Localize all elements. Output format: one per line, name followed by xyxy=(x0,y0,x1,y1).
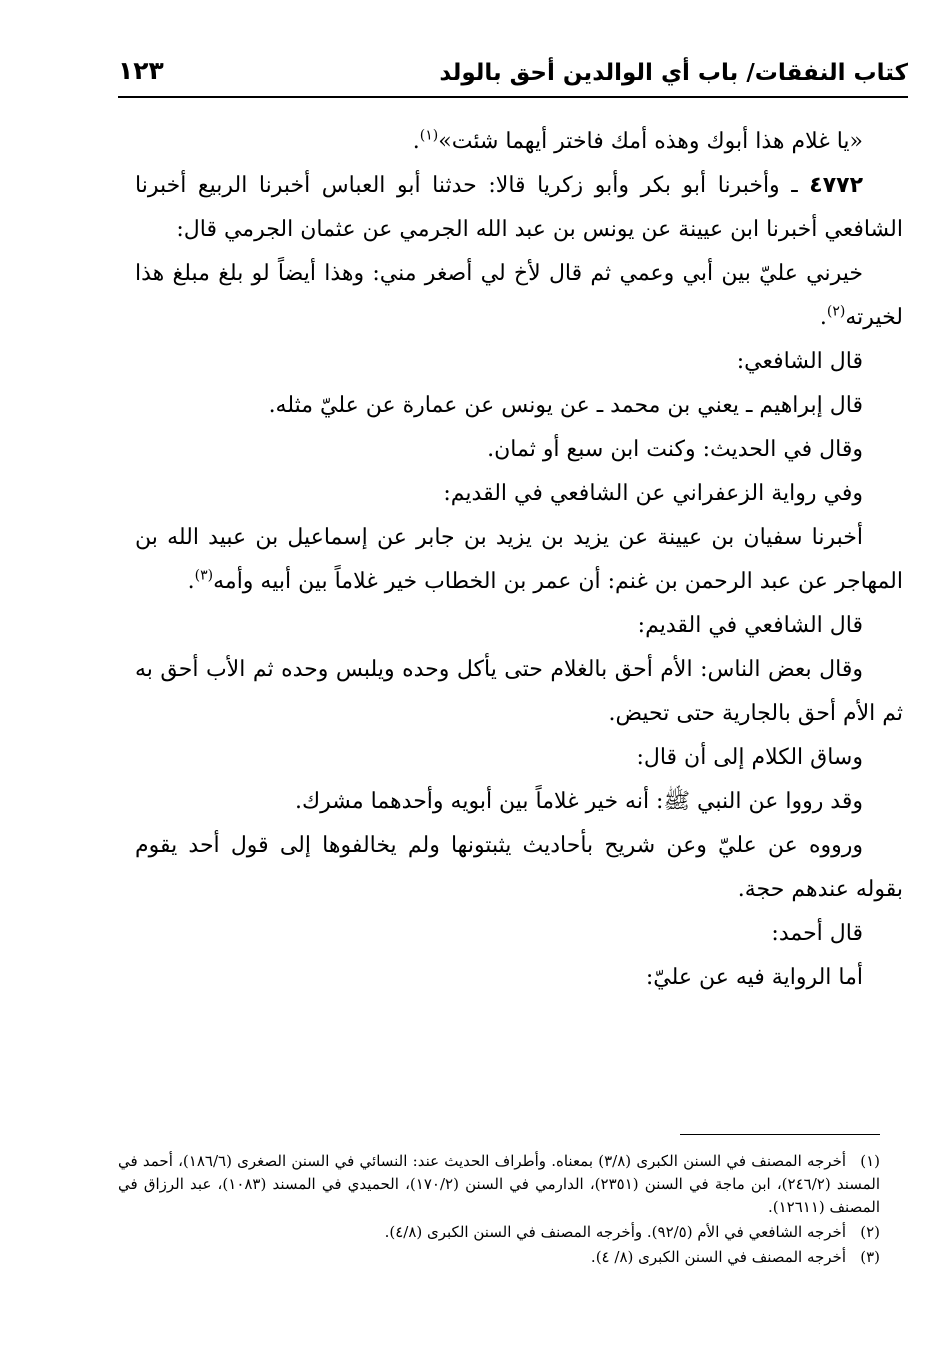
paragraph-8: أخبرنا سفيان بن عيينة عن يزيد بن يزيد بن جابر عن إسماعيل بن عبيد الله بن المهاجر عن عبد الرحمن بن غنم: أن عمر بن الخطاب خير غلاماً بين أبيه وأمه$^{(٣)}$. xyxy=(135,525,903,594)
paragraph-15: أما الرواية فيه عن عليّ: xyxy=(645,965,863,990)
paragraph-4: قال الشافعي: xyxy=(736,349,863,374)
header-divider xyxy=(118,96,908,98)
footnote-number: (١) xyxy=(860,1152,881,1170)
page-number: ١٢٣ xyxy=(118,56,164,85)
page-header xyxy=(118,52,908,94)
footnote-text: أخرجه المصنف في السنن الكبرى (٣/٨) بمعناه. وأطراف الحديث عند: النسائي في السنن الصغرى (١٨٦/٦)، أحمد في المسند (٢٤٦/٢)، ابن ماجة في السنن (٢٣٥١)، الدارمي في السنن (١٧٠/٢)، الحميدي في المسند (١٠٨٣)، عبد الرزاق في المصنف (١٢٦١١). xyxy=(118,1152,881,1216)
footnote-3 xyxy=(118,1246,880,1269)
running-title: كتاب النفقات/ باب أي الوالدين أحق بالولد xyxy=(439,60,908,86)
paragraph-7: وفي رواية الزعفراني عن الشافعي في القديم: xyxy=(443,481,863,506)
footnote-2 xyxy=(118,1221,880,1244)
paragraph-6: وقال في الحديث: وكنت ابن سبع أو ثمان. xyxy=(487,437,863,462)
footnote-ref-1: (١) xyxy=(419,127,439,144)
footnote-text: أخرجه المصنف في السنن الكبرى (٨/ ٤). xyxy=(590,1248,846,1266)
footnote-number: (٢) xyxy=(860,1223,880,1241)
footnote-ref-2: (٢) xyxy=(826,303,846,320)
paragraph-11: وساق الكلام إلى أن قال: xyxy=(636,745,863,770)
paragraph-3: خيرني عليّ بين أبي وعمي ثم قال لأخ لي أصغر مني: وهذا أيضاً لو بلغ مبلغ هذا لخيرته$^{(٢)}$. xyxy=(135,261,903,330)
footnote-ref-3: (٣) xyxy=(194,567,214,584)
paragraph-13: ورووه عن عليّ وعن شريح بأحاديث يثبتونها ولم يخالفوها إلى قول أحد يقوم بقوله عندهم حجة. xyxy=(135,833,903,902)
footnote-number: (٣) xyxy=(860,1248,880,1266)
paragraph-10: وقال بعض الناس: الأم أحق بالغلام حتى يأكل وحده ويلبس وحده ثم الأب أحق به ثم الأم أحق بالجارية حتى تحيض. xyxy=(135,657,903,726)
footnote-divider xyxy=(680,1134,880,1135)
paragraph-2: ٤٧٧٢ ـ وأخبرنا أبو بكر وأبو زكريا قالا: حدثنا أبو العباس أخبرنا الربيع أخبرنا الشافعي أخبرنا ابن عيينة عن يونس بن عبد الله الجرمي عن عثمان الجرمي قال: xyxy=(135,173,903,242)
paragraph-12: وقد رووا عن النبي ﷺ: أنه خير غلاماً بين أبويه وأحدهما مشرك. xyxy=(294,789,863,814)
paragraph-14: قال أحمد: xyxy=(771,921,863,946)
hadith-number: ٤٧٧٢ xyxy=(809,173,863,198)
footnote-text: أخرجه الشافعي في الأم (٩٢/٥). وأخرجه المصنف في السنن الكبرى (٤/٨). xyxy=(384,1223,846,1241)
main-text xyxy=(135,120,903,1000)
paragraph-5: قال إبراهيم ـ يعني بن محمد ـ عن يونس عن عمارة عن عليّ مثله. xyxy=(268,393,863,418)
paragraph-1: «يا غلام هذا أبوك وهذه أمك فاختر أيهما شئت»$^{(١)}$. xyxy=(412,127,863,154)
footnote-1 xyxy=(118,1150,880,1219)
paragraph-9: قال الشافعي في القديم: xyxy=(637,613,863,638)
footnotes xyxy=(118,1150,880,1271)
